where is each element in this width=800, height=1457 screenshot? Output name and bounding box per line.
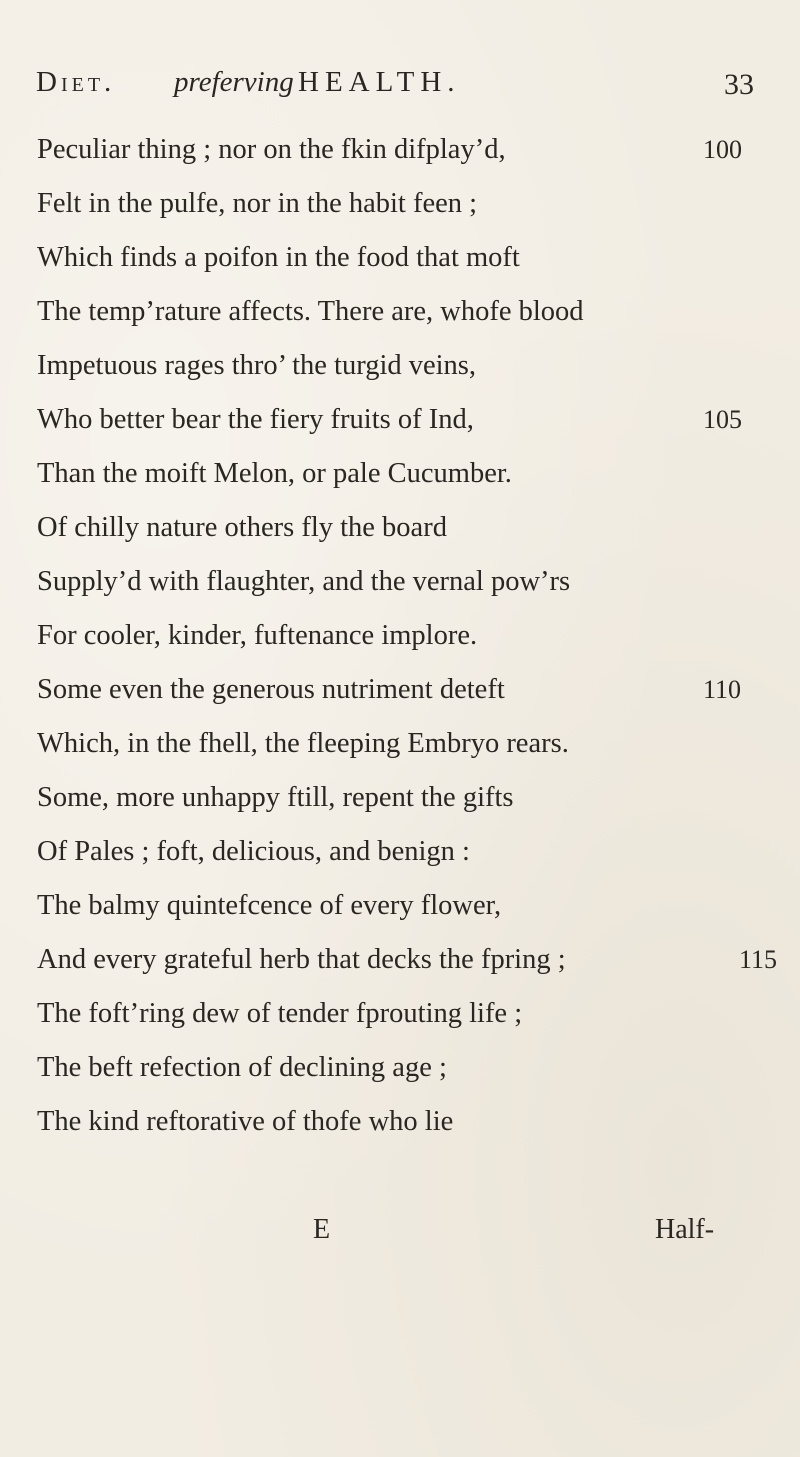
header-section-title: Diet. <box>36 66 116 98</box>
verse-text: Of chilly nature others fly the board <box>37 512 447 543</box>
verse-line <box>37 667 777 713</box>
verse-text: For cooler, kinder, fuftenance implore. <box>37 620 478 651</box>
line-number: 115 <box>739 945 778 974</box>
verse-text: The temp’rature affects. There are, whofe blood <box>37 296 584 327</box>
verse-line <box>37 559 777 605</box>
line-number: 110 <box>703 675 742 704</box>
verse-text: Which, in the fhell, the fleeping Embryo rears. <box>37 728 569 759</box>
verse-line <box>37 991 777 1037</box>
line-number: 100 <box>703 135 742 164</box>
verse-text: Of Pales ; foft, delicious, and benign : <box>37 836 470 867</box>
verse-line <box>37 505 777 551</box>
verse-text: Impetuous rages thro’ the turgid veins, <box>37 350 477 381</box>
header-caps-title: HEALTH. <box>298 66 461 98</box>
verse-line <box>37 613 777 659</box>
verse-line <box>37 1099 777 1145</box>
verse-line <box>37 937 777 983</box>
line-number: 105 <box>703 405 742 434</box>
verse-line <box>37 829 777 875</box>
page-number: 33 <box>724 68 754 101</box>
verse-line <box>37 181 777 227</box>
verse-line <box>37 775 777 821</box>
catchword: Half- <box>655 1214 715 1245</box>
verse-text: And every grateful herb that decks the fpring ; <box>37 944 566 975</box>
verse-line <box>37 1045 777 1091</box>
verse-text: The foft’ring dew of tender fprouting life ; <box>37 998 523 1029</box>
verse-text: Supply’d with flaughter, and the vernal pow’rs <box>37 566 571 597</box>
signature-mark: E <box>313 1214 331 1245</box>
verse-text: Than the moift Melon, or pale Cucumber. <box>37 458 512 489</box>
verse-text: Peculiar thing ; nor on the fkin difplay’d, <box>37 134 506 165</box>
running-header <box>36 66 776 106</box>
verse-text: Who better bear the fiery fruits of Ind, <box>37 404 474 435</box>
verse-line <box>37 127 777 173</box>
verse-line <box>37 721 777 767</box>
verse-line <box>37 397 777 443</box>
verse-text: Which finds a poifon in the food that moft <box>37 242 520 273</box>
header-italic-title: preferving <box>174 66 294 98</box>
verse-text: The balmy quintefcence of every flower, <box>37 890 502 921</box>
verse-line <box>37 451 777 497</box>
verse-text: Some even the generous nutriment deteft <box>37 674 505 705</box>
verse-text: The kind reftorative of thofe who lie <box>37 1106 454 1137</box>
verse-line <box>37 343 777 389</box>
verse-text: Felt in the pulfe, nor in the habit feen ; <box>37 188 478 219</box>
verse-text: Some, more unhappy ftill, repent the gifts <box>37 782 514 813</box>
verse-line <box>37 289 777 335</box>
verse-line <box>37 235 777 281</box>
verse-text: The beft refection of declining age ; <box>37 1052 447 1083</box>
verse-line <box>37 883 777 929</box>
